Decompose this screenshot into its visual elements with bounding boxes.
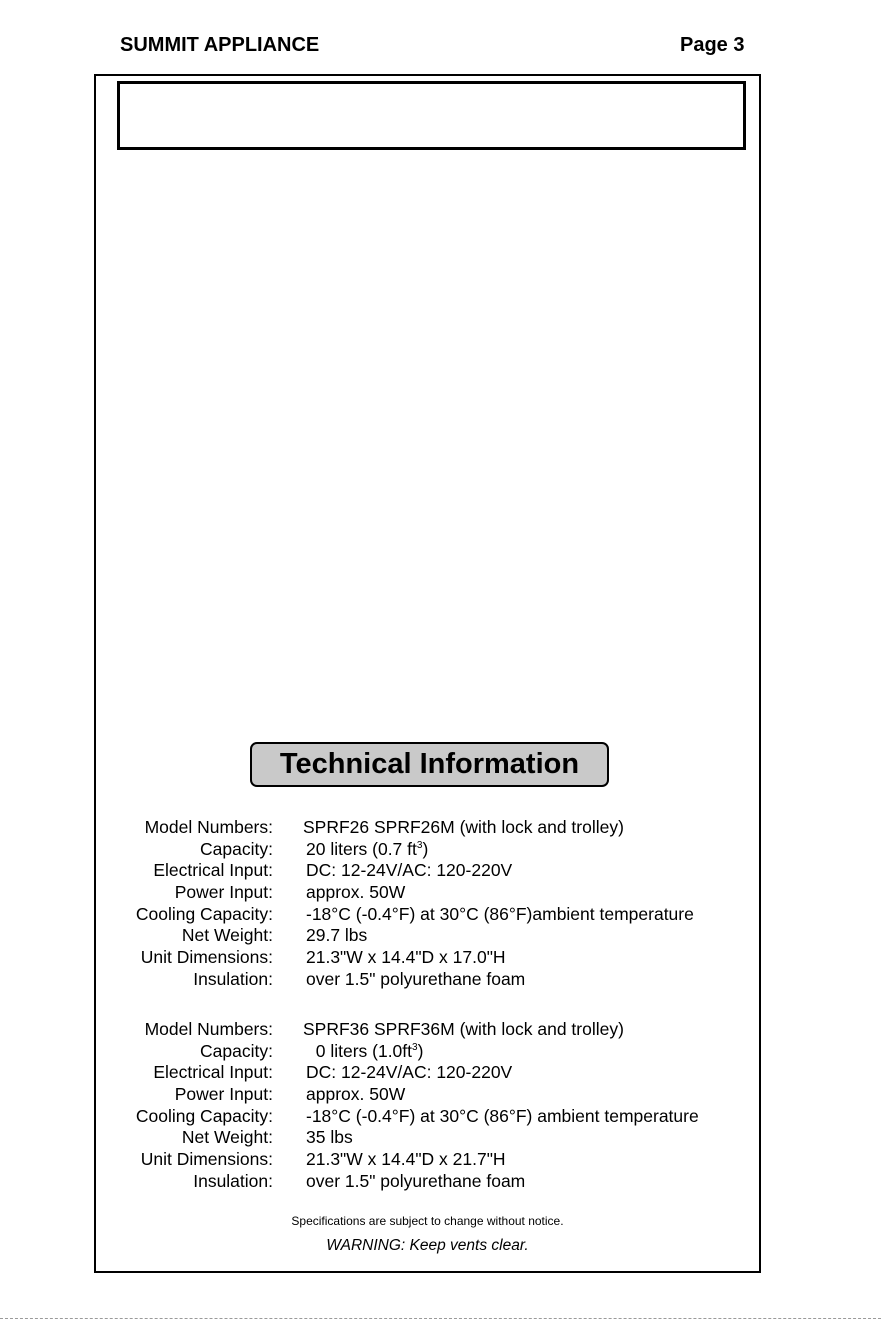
spec-label: Electrical Input: (153, 860, 273, 881)
spec-value-suffix: ) (417, 1040, 424, 1061)
spec-label: Capacity: (200, 838, 273, 859)
spec-row (96, 947, 759, 969)
spec-row (96, 1084, 759, 1106)
spec-value (306, 839, 428, 861)
spec-label: Unit Dimensions: (140, 947, 273, 968)
spec-row (96, 1127, 759, 1149)
spec-value (306, 1041, 423, 1063)
spec-label: Electrical Input: (153, 1062, 273, 1083)
spec-value: over 1.5" polyurethane foam (306, 968, 526, 989)
spec-value: approx. 50W (306, 882, 406, 903)
spec-label: Insulation: (193, 968, 273, 989)
superscript: 3 (416, 839, 423, 851)
spec-label: Insulation: (193, 1170, 273, 1191)
spec-label: Capacity: (200, 1040, 273, 1061)
spec-value: 29.7 lbs (306, 925, 368, 946)
spec-label: Unit Dimensions: (140, 1149, 273, 1170)
spec-value: -18°C (-0.4°F) at 30°C (86°F) ambient temperature (306, 1105, 699, 1126)
spec-label: Power Input: (174, 882, 273, 903)
warning-note: WARNING: Keep vents clear. (326, 1237, 529, 1254)
spec-group-sprf26 (96, 817, 759, 991)
spec-group-sprf36 (96, 1019, 759, 1193)
spec-row (96, 1019, 759, 1041)
spec-row (96, 904, 759, 926)
spec-row (96, 817, 759, 839)
spec-row (96, 1106, 759, 1128)
page-number: Page 3 (680, 34, 745, 56)
spec-row (96, 1041, 759, 1063)
spec-value: over 1.5" polyurethane foam (306, 1170, 526, 1191)
spec-label: Cooling Capacity: (135, 903, 273, 924)
spec-row (96, 882, 759, 904)
spec-value: SPRF26 SPRF26M (with lock and trolley) (303, 817, 624, 837)
spec-label: Model Numbers: (144, 817, 273, 837)
spec-value: 21.3"W x 14.4"D x 17.0"H (306, 947, 506, 968)
spec-value: 21.3"W x 14.4"D x 21.7"H (306, 1149, 506, 1170)
spec-value: SPRF36 SPRF36M (with lock and trolley) (303, 1019, 624, 1039)
spec-value: -18°C (-0.4°F) at 30°C (86°F)ambient temperature (306, 903, 694, 924)
page-bottom-edge (0, 1318, 881, 1319)
spec-row (96, 925, 759, 947)
empty-title-box (117, 81, 746, 150)
superscript: 3 (412, 1041, 418, 1053)
specifications-note: Specifications are subject to change without notice. (291, 1214, 564, 1228)
spec-row (96, 969, 759, 991)
spec-label: Net Weight: (181, 925, 273, 946)
spec-label: Net Weight: (181, 1127, 273, 1148)
brand-header: SUMMIT APPLIANCE (120, 34, 320, 56)
spec-label: Power Input: (174, 1084, 273, 1105)
spec-value: DC: 12-24V/AC: 120-220V (306, 1062, 513, 1083)
spec-value-suffix: ) (422, 838, 429, 859)
spec-row (96, 1062, 759, 1084)
spec-value: approx. 50W (306, 1084, 406, 1105)
spec-row (96, 839, 759, 861)
spec-value-text: 0 liters (1.0ft (306, 1040, 413, 1061)
spec-value: 35 lbs (306, 1127, 353, 1148)
spec-value-text: 20 liters (0.7 ft (306, 838, 417, 859)
spec-value: DC: 12-24V/AC: 120-220V (306, 860, 513, 881)
section-title: Technical Information (250, 742, 609, 787)
spec-label: Cooling Capacity: (135, 1105, 273, 1126)
spec-row (96, 1149, 759, 1171)
spec-label: Model Numbers: (144, 1019, 273, 1039)
spec-row (96, 860, 759, 882)
spec-row (96, 1171, 759, 1193)
